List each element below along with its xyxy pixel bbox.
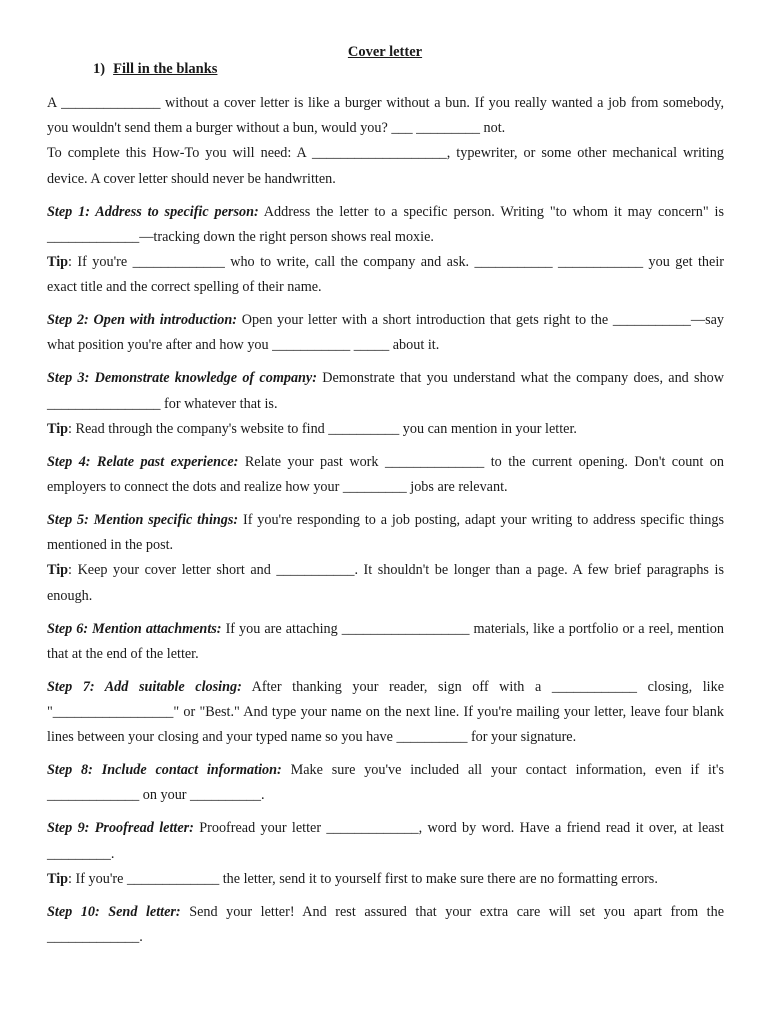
tip-paragraph	[47, 417, 724, 442]
tip-separator: :	[68, 562, 78, 579]
document-body	[47, 91, 724, 958]
step-title: Step 7: Add suitable closing:	[47, 678, 242, 695]
tip-label: Tip	[47, 870, 69, 887]
tip-label: Tip	[47, 562, 69, 579]
step-paragraph	[47, 450, 724, 500]
tip-separator: :	[68, 870, 76, 887]
tip-text: Read through the company's website to find __________ you can mention in your letter.	[75, 420, 577, 437]
step-paragraph	[47, 617, 724, 667]
step-paragraph	[47, 366, 724, 416]
step-title: Step 1: Address to specific person:	[47, 203, 259, 220]
step-paragraph	[47, 900, 724, 950]
section-label: Fill in the blanks	[113, 61, 218, 77]
tip-paragraph	[47, 867, 724, 892]
step-text: Make sure you've included all your contact information, even if it's _____________ on your __________.	[47, 762, 725, 804]
section-number: 1)	[93, 61, 106, 77]
tip-label: Tip	[47, 420, 69, 437]
step-text: Relate your past work ______________ to the current opening. Don't count on employers to connect the dots and realize how your _________ jobs are relevant.	[47, 453, 724, 496]
tip-paragraph	[47, 558, 724, 608]
tip-label: Tip	[47, 254, 69, 271]
step-text: Demonstrate that you understand what the company does, and show ________________ for whatever that is.	[47, 370, 725, 412]
step-paragraph	[47, 508, 724, 558]
step-text: If you're responding to a job posting, adapt your writing to address specific things mentioned in the post.	[47, 512, 724, 554]
step-text: Address the letter to a specific person. Writing "to whom it may concern" is _____________—tracking down the right person shows real moxie.	[47, 203, 724, 245]
step-paragraph	[47, 200, 724, 250]
tip-text: If you're _____________ the letter, send it to yourself first to make sure there are no formatting errors.	[75, 870, 658, 887]
step-title: Step 8: Include contact information:	[47, 762, 282, 779]
page-title: Cover letter	[347, 44, 423, 60]
step-title: Step 5: Mention specific things:	[47, 512, 239, 529]
step-text: Proofread your letter _____________, word by word. Have a friend read it over, at least _________.	[47, 820, 725, 862]
step-paragraph	[47, 816, 724, 866]
step-title: Step 6: Mention attachments:	[47, 620, 222, 637]
tip-text: If you're _____________ who to write, call the company and ask. ___________ ____________ you get their exact title and the correct spelling of their name.	[47, 254, 724, 296]
step-title: Step 3: Demonstrate knowledge of company:	[47, 370, 317, 387]
step-paragraph	[47, 758, 724, 808]
step-title: Step 2: Open with introduction:	[47, 312, 237, 329]
intro-paragraph: To complete this How-To you will need: A ___________________, typewriter, or some other mechanical writing device. A cover letter should never be handwritten.	[47, 145, 724, 187]
step-paragraph	[47, 308, 724, 358]
tip-text: Keep your cover letter short and ___________. It shouldn't be longer than a page. A few brief paragraphs is enough.	[47, 562, 724, 604]
tip-paragraph	[47, 250, 724, 300]
step-title: Step 4: Relate past experience:	[47, 453, 239, 470]
step-text: Open your letter with a short introduction that gets right to the ___________—say what position you're after and how you ___________ _____ about it.	[47, 312, 724, 354]
step-text: After thanking your reader, sign off with a ____________ closing, like "_________________" or "Best." And type your name on the next line. If you're mailing your letter, leave four blank lines between your closing and your typed name so you have __________ for your signature.	[47, 678, 725, 746]
step-text: If you are attaching __________________ materials, like a portfolio or a reel, mention that at the end of the letter.	[47, 620, 724, 662]
intro-paragraph: A ______________ without a cover letter is like a burger without a bun. If you really wanted a job from somebody, you wouldn't send them a burger without a bun, would you? ___ _________ not.	[47, 95, 724, 137]
step-paragraph	[47, 675, 724, 751]
step-text: Send your letter! And rest assured that your extra care will set you apart from the _____________.	[47, 903, 724, 946]
section-heading	[93, 61, 217, 78]
step-title: Step 9: Proofread letter:	[47, 820, 194, 837]
tip-separator: :	[68, 420, 76, 437]
step-title: Step 10: Send letter:	[47, 903, 181, 920]
tip-separator: :	[68, 254, 78, 271]
